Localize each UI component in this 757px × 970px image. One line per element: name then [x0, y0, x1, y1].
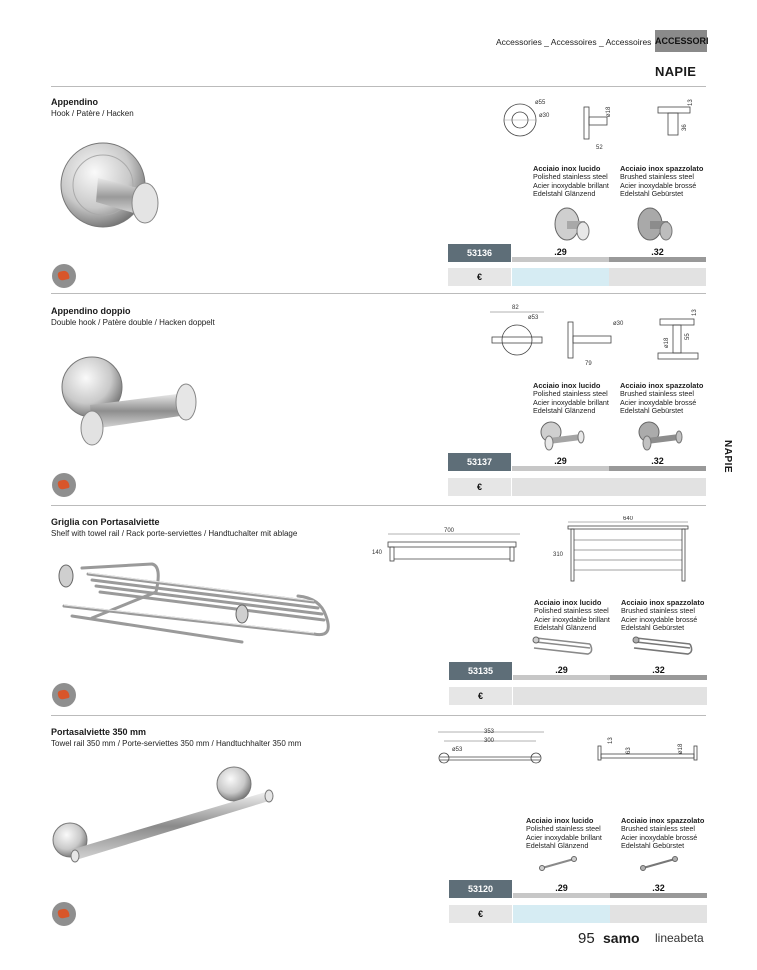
- finish-brushed-label: Acciaio inox spazzolato Brushed stainless steel Acier inoxydable brossé Edelstahl Gebürstet: [620, 164, 704, 198]
- product-title: Portasalviette 350 mm: [51, 727, 147, 737]
- price-polished: .29: [512, 244, 609, 262]
- dim-label: ø30: [613, 321, 624, 327]
- dim-label: 13: [608, 737, 614, 744]
- hook-photo: [58, 138, 168, 238]
- dim-label: 300: [484, 738, 495, 744]
- dim-label: ø18: [664, 337, 670, 348]
- page-number: 95: [578, 930, 595, 947]
- price-brushed: .32: [610, 880, 707, 898]
- product-title: Griglia con Portasalviette: [51, 517, 160, 527]
- origin-badge-icon: [52, 473, 76, 497]
- dim-label: 353: [484, 729, 495, 735]
- price-polished: .29: [513, 880, 610, 898]
- double-hook-photo: [60, 345, 205, 450]
- breadcrumb: Accessories _ Accessoires _ Accessoires: [496, 37, 652, 47]
- dim-label: 55: [685, 333, 691, 340]
- product-subtitle: Towel rail 350 mm / Porte-serviettes 350 mm / Handtuchhalter 350 mm: [51, 739, 302, 748]
- product-title: Appendino: [51, 97, 98, 107]
- dim-label: 140: [372, 550, 383, 556]
- price-fill-brushed: [610, 687, 707, 705]
- divider: [51, 86, 706, 87]
- dim-label: 36: [682, 124, 688, 131]
- euro-label: €: [448, 268, 511, 286]
- dim-label: ø53: [452, 747, 463, 753]
- shelf-photo: [52, 556, 337, 651]
- dim-label: ø53: [528, 315, 539, 321]
- hook-brushed-thumb: [636, 204, 676, 244]
- technical-drawing: [432, 724, 708, 774]
- finish-brushed-label: Acciaio inox spazzolato Brushed stainless steel Acier inoxydable brossé Edelstahl Gebürstet: [621, 816, 705, 850]
- towel-rail-brushed-thumb: [639, 854, 681, 872]
- towel-rail-photo: [50, 764, 280, 874]
- product-subtitle: Shelf with towel rail / Rack porte-serviettes / Handtuchalter mit ablage: [51, 529, 298, 538]
- dim-label: ø30: [539, 113, 550, 119]
- collection-title: NAPIE: [655, 64, 697, 79]
- towel-rail-polished-thumb: [538, 854, 580, 872]
- dim-label: 82: [512, 305, 519, 311]
- technical-drawing: [500, 95, 710, 155]
- dim-label: 79: [585, 361, 592, 367]
- category-tab: ACCESSORI: [655, 30, 707, 52]
- euro-label: €: [448, 478, 511, 496]
- dim-label: 700: [444, 528, 455, 534]
- euro-label: €: [449, 905, 512, 923]
- price-brushed: .32: [609, 453, 706, 471]
- price-fill-polished: [512, 268, 609, 286]
- price-brushed: .32: [609, 244, 706, 262]
- dim-label: ø18: [606, 106, 612, 117]
- product-code: 53135: [449, 662, 512, 680]
- side-collection-label: NAPIE: [722, 440, 733, 474]
- product-code: 53136: [448, 244, 511, 262]
- finish-brushed-label: Acciaio inox spazzolato Brushed stainless steel Acier inoxydable brossé Edelstahl Gebürstet: [620, 381, 704, 415]
- product-line-label: lineabeta: [655, 931, 704, 945]
- price-polished: .29: [512, 453, 609, 471]
- finish-polished-label: Acciaio inox lucido Polished stainless steel Acier inoxydable brillant Edelstahl Glänzend: [534, 598, 610, 632]
- hook-polished-thumb: [553, 204, 593, 244]
- price-fill-polished: [513, 905, 610, 923]
- product-title: Appendino doppio: [51, 306, 131, 316]
- finish-brushed-label: Acciaio inox spazzolato Brushed stainless steel Acier inoxydable brossé Edelstahl Gebürstet: [621, 598, 705, 632]
- price-fill-brushed: [609, 478, 706, 496]
- double-hook-polished-thumb: [539, 418, 585, 454]
- dim-label: 310: [553, 552, 564, 558]
- double-hook-brushed-thumb: [637, 418, 683, 454]
- price-polished: .29: [513, 662, 610, 680]
- finish-polished-label: Acciaio inox lucido Polished stainless steel Acier inoxydable brillant Edelstahl Glänzend: [533, 381, 609, 415]
- price-fill-polished: [513, 687, 610, 705]
- origin-badge-icon: [52, 683, 76, 707]
- dim-label: 63: [626, 747, 632, 754]
- divider: [51, 715, 706, 716]
- dim-label: ø18: [678, 743, 684, 754]
- product-code: 53137: [448, 453, 511, 471]
- dim-label: 52: [596, 145, 603, 151]
- dim-label: 13: [692, 309, 698, 316]
- divider: [51, 505, 706, 506]
- price-fill-brushed: [610, 905, 707, 923]
- shelf-polished-thumb: [532, 634, 596, 656]
- divider: [51, 293, 706, 294]
- finish-polished-label: Acciaio inox lucido Polished stainless steel Acier inoxydable brillant Edelstahl Glänzend: [526, 816, 602, 850]
- product-subtitle: Double hook / Patère double / Hacken doppelt: [51, 318, 215, 327]
- shelf-brushed-thumb: [632, 634, 696, 656]
- finish-polished-label: Acciaio inox lucido Polished stainless steel Acier inoxydable brillant Edelstahl Glänzend: [533, 164, 609, 198]
- price-brushed: .32: [610, 662, 707, 680]
- price-fill-polished: [512, 478, 609, 496]
- product-code: 53120: [449, 880, 512, 898]
- product-subtitle: Hook / Patère / Hacken: [51, 109, 134, 118]
- origin-badge-icon: [52, 902, 76, 926]
- brand-logo: samo: [603, 930, 640, 946]
- dim-label: ø55: [535, 100, 546, 106]
- price-fill-brushed: [609, 268, 706, 286]
- technical-drawing: [488, 300, 708, 370]
- dim-label: 13: [688, 99, 694, 106]
- technical-drawing: [372, 516, 708, 591]
- origin-badge-icon: [52, 264, 76, 288]
- dim-label: 640: [623, 516, 634, 522]
- euro-label: €: [449, 687, 512, 705]
